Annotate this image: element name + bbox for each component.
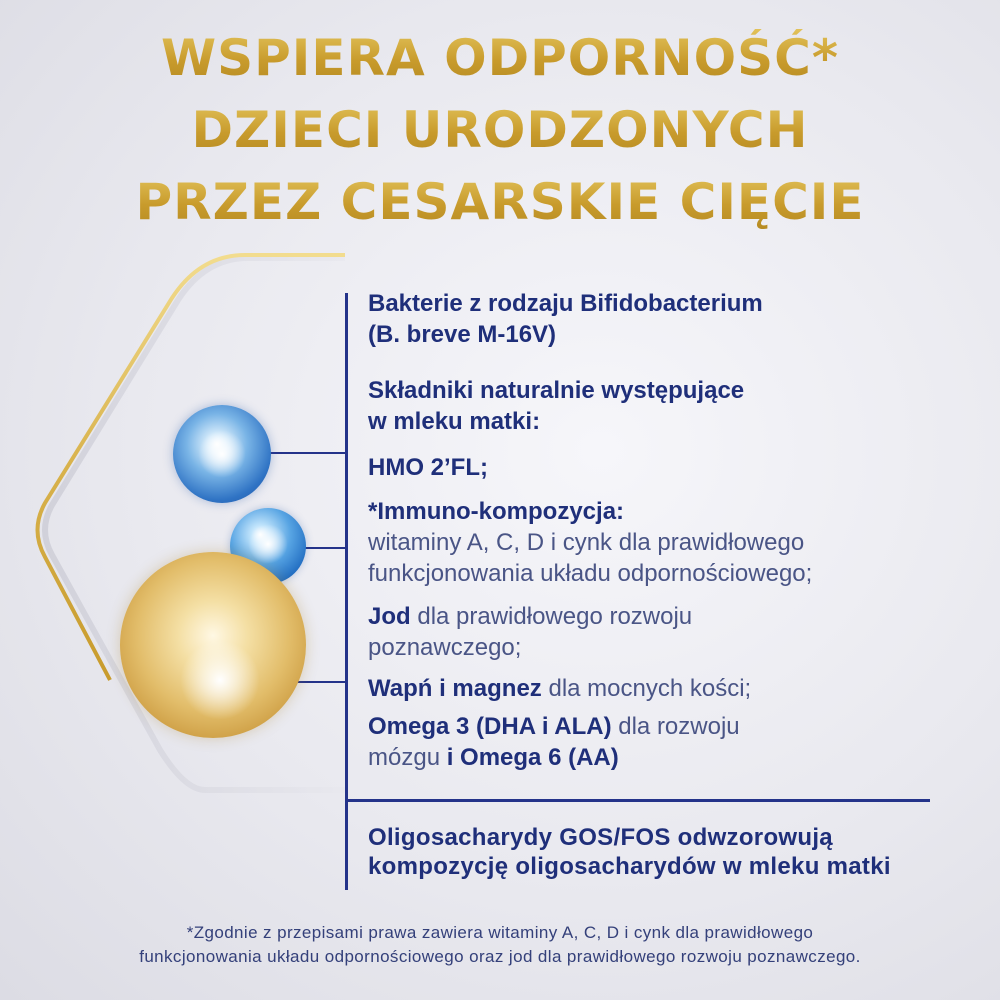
oligo-line-1: Oligosacharydy GOS/FOS odwzorowują [368, 824, 833, 851]
natural-line-2: w mleku matki: [368, 408, 541, 435]
wapn-text: dla mocnych kości; [541, 675, 752, 702]
wapn-item [368, 673, 751, 704]
natural-line-1: Składniki naturalnie występujące [368, 377, 745, 404]
footnote [0, 921, 1000, 969]
omega-item [368, 711, 740, 773]
bifido-line-2: (B. breve M-16V) [368, 321, 557, 348]
oligosaccharides-text [368, 823, 891, 881]
wapn-label: Wapń i magnez [368, 675, 542, 702]
omega6-label: i Omega 6 (AA) [446, 744, 619, 771]
immuno-line-1: witaminy A, C, D i cynk dla prawidłowego [368, 529, 805, 556]
immuno-item [368, 496, 812, 589]
headline-line-3: PRZEZ CESARSKIE CIĘCIE [135, 173, 865, 231]
bifidobacterium-item [368, 288, 763, 350]
headline-line-2: DZIECI URODZONYCH [191, 101, 809, 159]
oligo-line-2: kompozycję oligosacharydów w mleku matki [368, 853, 891, 880]
omega-text-1: dla rozwoju [611, 713, 740, 740]
jod-label: Jod [368, 603, 411, 630]
sparkle-icon [248, 524, 288, 564]
omega-text-2: mózgu [368, 744, 447, 771]
immuno-line-2: funkcjonowania układu odpornościowego; [368, 560, 813, 587]
jod-line-2: poznawczego; [368, 634, 522, 661]
jod-item [368, 601, 692, 663]
immuno-title: *Immuno-kompozycja: [368, 498, 625, 525]
footnote-line-2: funkcjonowania układu odpornościowego oraz jod dla prawidłowego rozwoju poznawczego. [139, 947, 861, 966]
jod-text: dla prawidłowego rozwoju [410, 603, 693, 630]
omega3-label: Omega 3 (DHA i ALA) [368, 713, 612, 740]
bifido-line-1: Bakterie z rodzaju Bifidobacterium [368, 290, 763, 317]
natural-ingredients-heading [368, 375, 744, 437]
horizontal-divider [345, 799, 930, 802]
sparkle-icon [180, 640, 260, 720]
footnote-line-1: *Zgodnie z przepisami prawa zawiera witaminy A, C, D i cynk dla prawidłowego [186, 923, 814, 942]
sparkle-icon [198, 430, 246, 478]
headline-line-1: WSPIERA ODPORNOŚĆ* [160, 29, 840, 87]
hmo-item: HMO 2’FL; [368, 454, 488, 481]
